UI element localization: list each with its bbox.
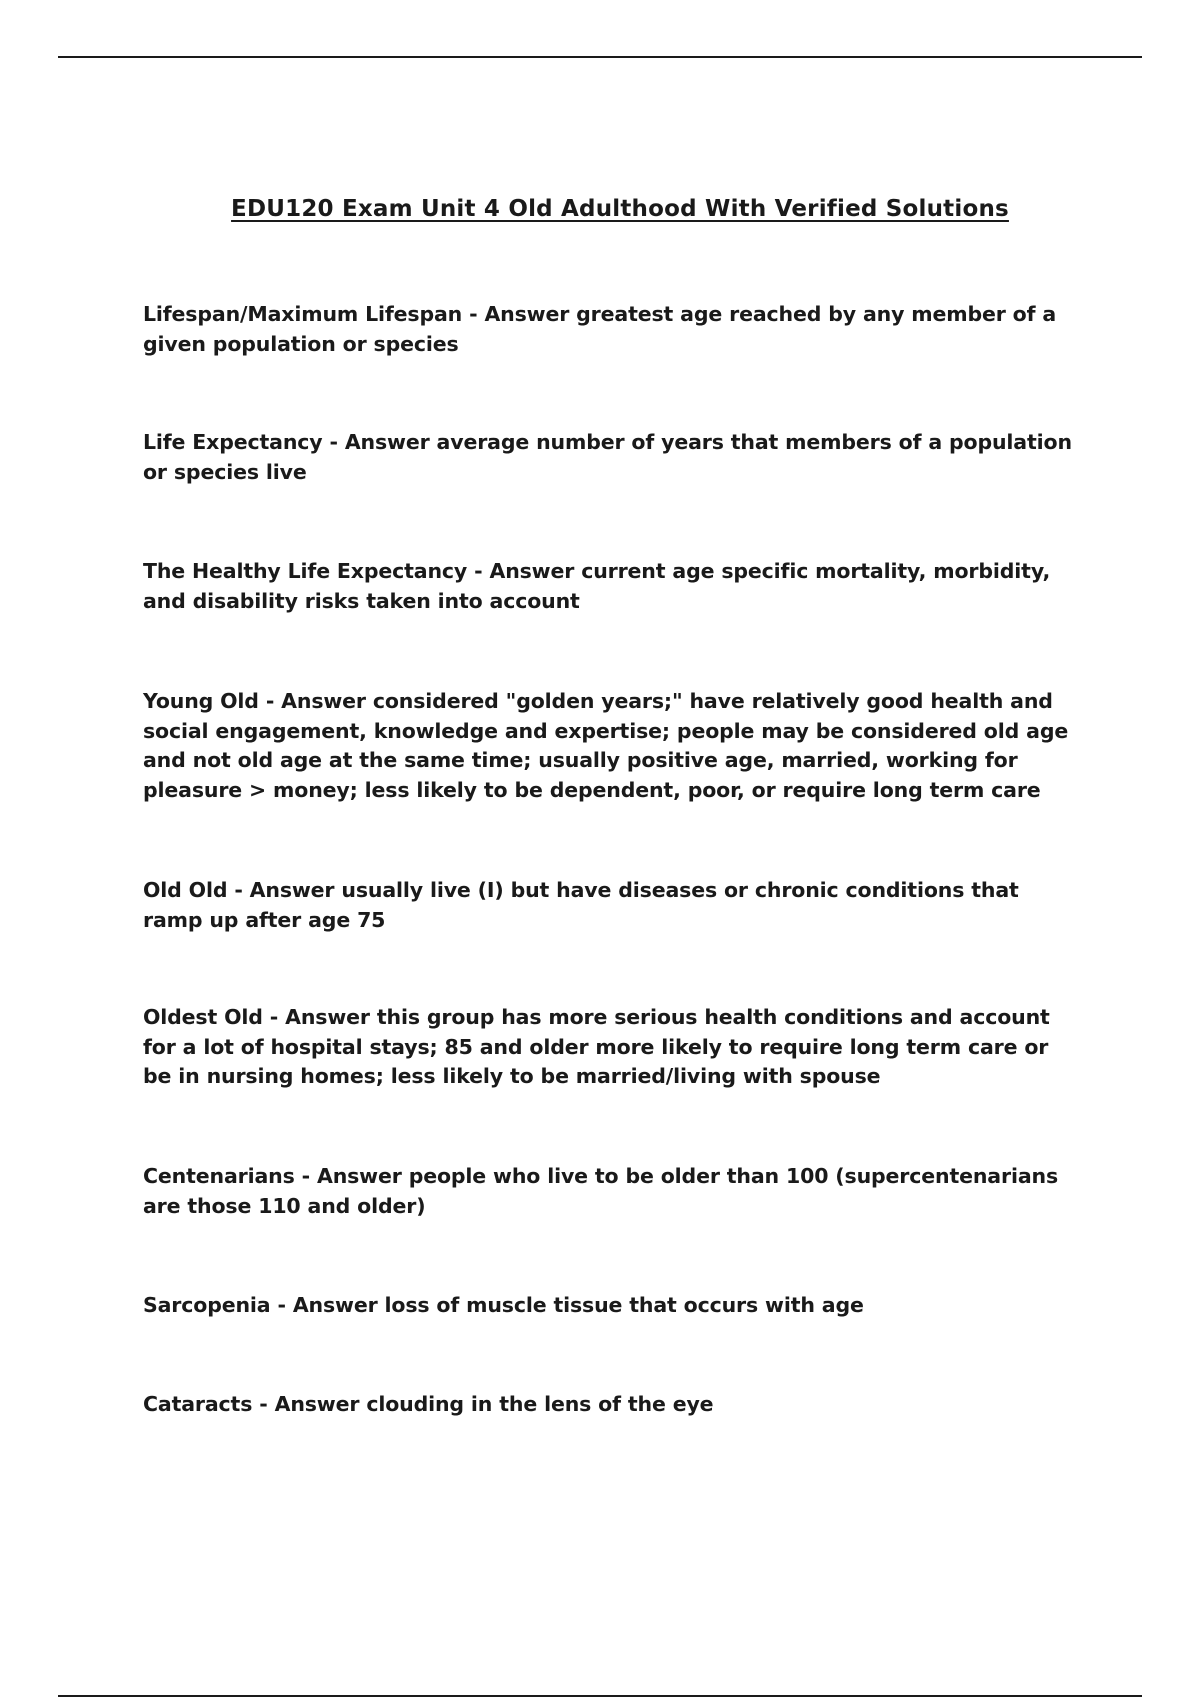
entry-term: Sarcopenia	[143, 1293, 271, 1317]
entry-lifespan	[143, 300, 1083, 359]
entry-cataracts	[143, 1390, 1083, 1420]
entry-separator: - Answer	[252, 1392, 367, 1416]
footer-rule	[58, 1695, 1142, 1697]
entry-answer: usually live (I) but have diseases or chronic conditions that ramp up after age 75	[143, 878, 1019, 932]
entry-answer: this group has more serious health conditions and account for a lot of hospital stays; 85 and older more likely to require long term care or be in nursing homes; less likely to be married/living with spouse	[143, 1005, 1050, 1088]
entry-term: Oldest Old	[143, 1005, 263, 1029]
entry-separator: - Answer	[258, 689, 373, 713]
entry-term: Old Old	[143, 878, 228, 902]
entry-separator: - Answer	[262, 1005, 377, 1029]
entry-answer: current age specific mortality, morbidity, and disability risks taken into account	[143, 559, 1051, 613]
entry-term: Cataracts	[143, 1392, 253, 1416]
entry-term: Centenarians	[143, 1164, 295, 1188]
entry-separator: - Answer	[462, 302, 577, 326]
entry-centenarians	[143, 1162, 1083, 1221]
document-title	[0, 194, 1200, 224]
entry-term: The Healthy Life Expectancy	[143, 559, 468, 583]
entry-answer: considered "golden years;" have relatively good health and social engagement, knowledge and expertise; people may be considered old age and not old age at the same time; usually positive age, married, working for pleasure > money; less likely to be dependent, poor, or require long term care	[143, 689, 1069, 802]
entry-separator: - Answer	[467, 559, 582, 583]
entry-term: Life Expectancy	[143, 430, 323, 454]
entry-answer: people who live to be older than 100 (supercentenarians are those 110 and older)	[143, 1164, 1059, 1218]
entry-separator: - Answer	[322, 430, 437, 454]
entry-young-old	[143, 687, 1083, 805]
entry-answer: greatest age reached by any member of a given population or species	[143, 302, 1057, 356]
entry-term: Young Old	[143, 689, 259, 713]
entry-answer: clouding in the lens of the eye	[366, 1392, 714, 1416]
entry-separator: - Answer	[227, 878, 342, 902]
entry-term: Lifespan/Maximum Lifespan	[143, 302, 463, 326]
entry-old-old	[143, 876, 1083, 935]
entry-life-expectancy	[143, 428, 1083, 487]
header-rule	[58, 56, 1142, 58]
entry-answer: average number of years that members of a population or species live	[143, 430, 1072, 484]
entry-oldest-old	[143, 1003, 1083, 1092]
document-title-text: EDU120 Exam Unit 4 Old Adulthood With Verified Solutions	[231, 196, 1009, 222]
entry-separator: - Answer	[294, 1164, 409, 1188]
entry-healthy-life-expectancy	[143, 557, 1083, 616]
entry-answer: loss of muscle tissue that occurs with age	[384, 1293, 864, 1317]
entry-sarcopenia	[143, 1291, 1083, 1321]
entry-separator: - Answer	[270, 1293, 385, 1317]
